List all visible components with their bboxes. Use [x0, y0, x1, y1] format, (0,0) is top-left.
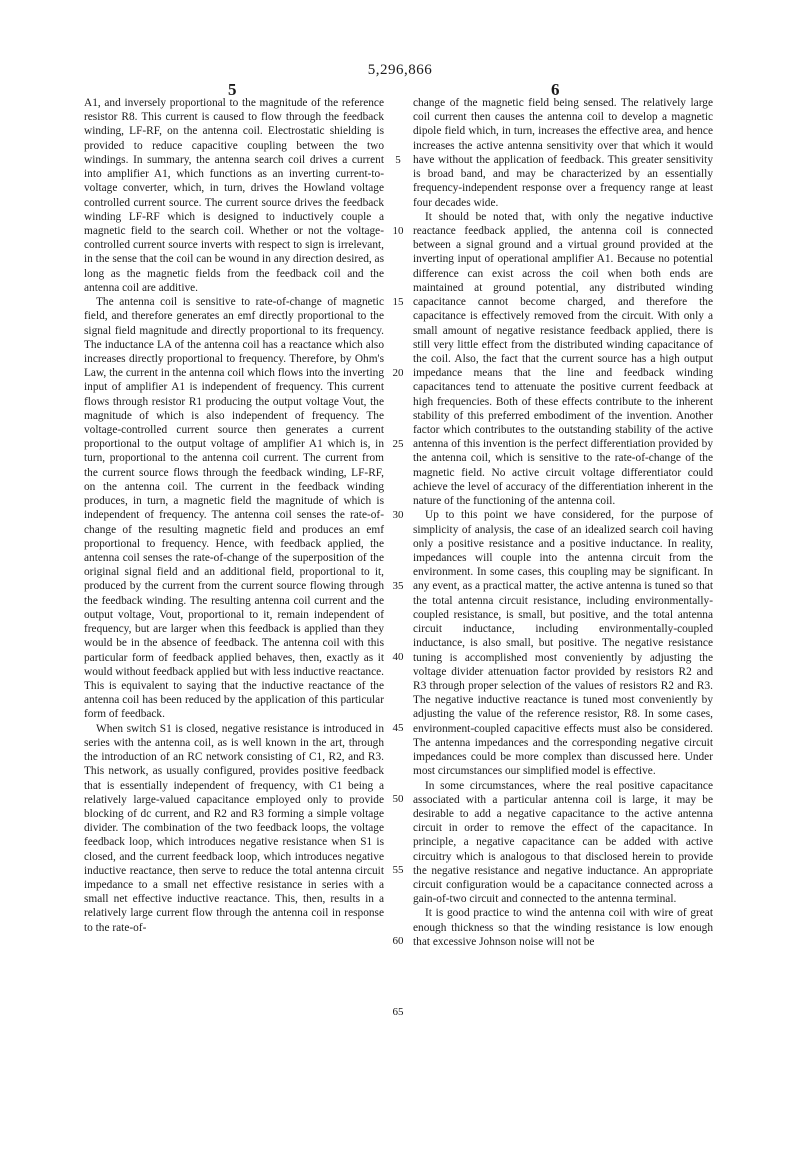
- line-number: 10: [392, 225, 404, 237]
- line-number: 55: [392, 864, 404, 876]
- line-number: 35: [392, 580, 404, 592]
- paragraph: It should be noted that, with only the negative inductive reactance feedback applied, the antenna coil is connected between a signal ground and a virtual ground provided at the inverting input of operational amplifier A1. Because no potential difference can exist across the coil when both ends are maintained at ground potential, any distributed winding capacitance cannot become charged, and therefore the capacitance is effectively removed from the circuit. With only a small amount of negative resistance feedback applied, there is still very little effect from the distributed winding capacitance of the coil. Also, the fact that the current source has a high output impedance means that the line and feedback winding capacitances tend to attenuate the positive current feedback at high frequencies. Both of these effects contribute to the inherent stability of this preferred embodiment of the invention. Another factor which contributes to the outstanding stability of the active antenna of this invention is the perfect differentiation provided by the antenna coil, which is sensitive to the rate-of-change of the magnetic field. No active circuit voltage differentiator could achieve the level of accuracy of the differentiation inherent in the nature of the functioning of the antenna coil.: [413, 210, 713, 508]
- paragraph: Up to this point we have considered, for the purpose of simplicity of analysis, the case of an idealized search coil having only a positive resistance and a positive inductance. In reality, impedances will couple into the antenna circuit from the environment. In some cases, this coupling may be significant. In any event, as a practical matter, the active antenna is tuned so that the total antenna circuit resistance, including environmentally-coupled resistance, is small, but positive, and the total antenna circuit inductance, including environmentally-coupled inductance, is also small, but positive. The negative resistance tuning is accomplished most conveniently by adjusting the voltage divider attenuation factor provided by resistors R2 and R3 through proper selection of the values of resistors R2 and R3. The negative inductive reactance is tuned most conveniently by adjusting the value of the reference resistor, R8. In some cases, environment-coupled capacitive effects must also be considered. The antenna impedances and the corresponding negative circuit impedances could be more complex than discussed here. Under most circumstances our simplified model is effective.: [413, 509, 713, 778]
- line-number: 15: [392, 296, 404, 308]
- line-number: 60: [392, 935, 404, 947]
- paragraph: It is good practice to wind the antenna coil with wire of great enough thickness so that the winding resistance is low enough that excessive Johnson noise will not be: [413, 907, 713, 948]
- right-text-column: [413, 96, 713, 949]
- left-column-number: 5: [228, 80, 237, 99]
- paragraph: A1, and inversely proportional to the magnitude of the reference resistor R8. This current is caused to flow through the feedback winding, LF-RF, on the antenna coil. Electrostatic shielding is provided to reduce capacitive coupling between the two windings. In summary, the antenna search coil drives a current into amplifier A1, which functions as an inverting current-to-voltage converter, which, in turn, drives the Howland voltage controlled current source. The current source drives the feedback winding LF-RF which is designed to inductively couple a magnetic field to the search coil. Whether or not the voltage-controlled current source inverts with respect to sign is irrelevant, in the sense that the coil can be wound in any direction desired, as long as the magnetic fields from the feedback coil and the antenna coil are additive.: [84, 97, 384, 294]
- line-number: 65: [392, 1006, 404, 1018]
- line-number: 25: [392, 438, 404, 450]
- right-column-number: 6: [551, 80, 560, 99]
- paragraph: The antenna coil is sensitive to rate-of-change of magnetic field, and therefore generates an emf directly proportional to the signal field magnitude and directly proportional to its frequency. The inductance LA of the antenna coil has a reactance which also increases directly proportional to frequency. Therefore, by Ohm's Law, the current in the antenna coil which flows into the inverting input of amplifier A1 is independent of frequency. This current flows through resistor R1 producing the output voltage Vout, the magnitude of which is also independent of frequency. The voltage-controlled current source then generates a current proportional to the output voltage of amplifier A1 which is, in turn, proportional to the antenna coil current. The current from the current source flows through the feedback winding, LF-RF, on the antenna coil. The current in the feedback winding produces, in turn, a magnetic field the magnitude of which is independent of frequency. The antenna coil senses the rate-of-change of the resulting magnetic field and produces an emf proportional to frequency. Hence, with feedback applied, the antenna coil senses the rate-of-change of the superposition of the original signal field and an additional field, proportional to it, produced by the current from the current source flowing through the feedback winding. The resulting antenna coil current and the output voltage, Vout, proportional to it, remain independent of frequency, but are larger when this feedback is applied than they would be in the absence of feedback. The antenna coil with this particular form of feedback applied behaves, then, exactly as it would without feedback applied but with less inductive reactance. This is equivalent to saying that the inductive reactance of the antenna coil has been reduced by the application of this particular form of feedback.: [84, 296, 384, 721]
- line-number: 30: [392, 509, 404, 521]
- paragraph: change of the magnetic field being sensed. The relatively large coil current then causes the antenna coil to develop a magnetic dipole field which, in turn, increases the effective area, and hence increases the active antenna sensitivity over that which it would have without the application of feedback. This greater sensitivity is broad band, and may be characterized by an essentially frequency-independent response over a frequency range at least four decades wide.: [413, 97, 713, 209]
- patent-number: 5,296,866: [367, 62, 433, 78]
- line-number: 50: [392, 793, 404, 805]
- paragraph: In some circumstances, where the real positive capacitance associated with a particular antenna coil is large, it may be desirable to add a negative capacitance to the active antenna circuit in order to remove the effect of the capacitance. In principle, a negative capacitance can be added with active circuitry which is analogous to that disclosed herein to provide the negative resistance and negative inductance. An appropriate circuit configuration would be a capacitance connected across a gain-of-two circuit and connected to the antenna terminal.: [413, 779, 713, 906]
- line-number: 5: [395, 154, 401, 166]
- line-number: 20: [392, 367, 404, 379]
- paragraph: When switch S1 is closed, negative resistance is introduced in series with the antenna coil, as is well known in the art, through the introduction of an RC network consisting of C1, R2, and R3. This network, as usually configured, provides positive feedback that is essentially independent of frequency, with C1 being a relatively large-valued capacitance employed only to provide blocking of dc current, and R2 and R3 forming a simple voltage divider. The combination of the two feedback loops, the voltage feedback loop, which introduces negative resistance when S1 is closed, and the current feedback loop, which introduces negative inductive reactance, then serve to reduce the total antenna circuit impedance to a small net effective resistance in series with a small net effective inductive reactance. This, then, results in a relatively large current flow through the antenna coil in response to the rate-of-: [84, 722, 384, 934]
- left-text-column: [84, 96, 384, 935]
- line-number: 40: [392, 651, 404, 663]
- line-number: 45: [392, 722, 404, 734]
